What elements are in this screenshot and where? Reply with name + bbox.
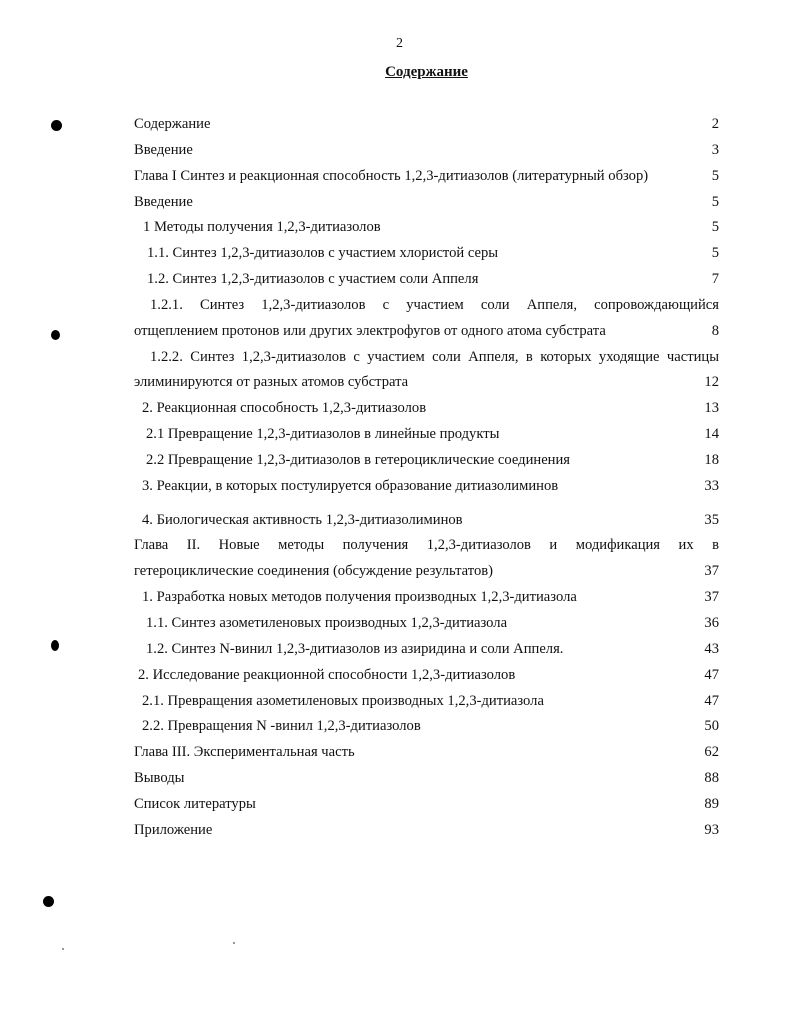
toc-entry-page: 37 xyxy=(704,589,719,605)
toc-entry-page: 37 xyxy=(704,563,719,579)
toc-entry-text: 2.1. Превращения азометиленовых производных 1,2,3-дитиазола xyxy=(142,693,544,709)
toc-entry-text: Глава III. Экспериментальная часть xyxy=(134,744,355,760)
toc-entry xyxy=(134,217,719,237)
toc-entry-page: 12 xyxy=(704,374,719,390)
toc-entry-page: 47 xyxy=(704,693,719,709)
toc-entry xyxy=(134,372,719,392)
punch-hole-dot xyxy=(51,330,60,340)
toc-entry-page: 43 xyxy=(704,641,719,657)
toc-entry-text: 1. Разработка новых методов получения производных 1,2,3-дитиазола xyxy=(142,589,577,605)
toc-entry-text: 1 Методы получения 1,2,3-дитиазолов xyxy=(143,219,381,235)
toc-entry xyxy=(134,269,719,289)
toc-entry-text: 1.2. Синтез N-винил 1,2,3-дитиазолов из азиридина и соли Аппеля. xyxy=(146,641,564,657)
toc-entry-text: отщеплением протонов или других электрофугов от одного атома субстрата xyxy=(134,323,606,339)
toc-entry xyxy=(134,613,719,633)
toc-entry-text: Содержание xyxy=(134,116,211,132)
toc-entry-text: 1.2.2. Синтез 1,2,3-дитиазолов с участием соли Аппеля, в которых уходящие частицы xyxy=(150,349,719,365)
punch-hole-dot xyxy=(51,640,59,651)
toc-entry xyxy=(134,398,719,418)
toc-entry-text: элиминируются от разных атомов субстрата xyxy=(134,374,409,390)
toc-entry-page: 8 xyxy=(711,323,719,339)
toc-entry-text: 1.2.1. Синтез 1,2,3-дитиазолов с участием соли Аппеля, сопровождающийся xyxy=(150,297,719,313)
toc-entry-text: Выводы xyxy=(134,770,185,786)
toc-entry xyxy=(134,716,719,736)
toc-entry-page: 13 xyxy=(704,400,719,416)
toc-entry xyxy=(134,691,719,711)
toc-entry xyxy=(134,665,719,685)
toc-entry xyxy=(134,321,719,341)
toc-entry xyxy=(134,587,719,607)
toc-entry-page: 88 xyxy=(704,770,719,786)
toc-entry-text: 2.2. Превращения N -винил 1,2,3-дитиазолов xyxy=(142,718,421,734)
toc-entry-text: Глава II. Новые методы получения 1,2,3-дитиазолов и модификация их в xyxy=(134,537,719,553)
toc-entry-text: 2.2 Превращение 1,2,3-дитиазолов в гетероциклические соединения xyxy=(146,452,571,468)
toc-entry-page: 62 xyxy=(704,744,719,760)
toc-entry-text: Введение xyxy=(134,142,193,158)
toc-entry xyxy=(134,768,719,788)
scan-speck xyxy=(62,948,64,950)
toc-entry-page: 5 xyxy=(711,168,719,184)
toc-entry-page: 14 xyxy=(704,426,719,442)
toc-entry-text: 4. Биологическая активность 1,2,3-дитиазолиминов xyxy=(142,512,463,528)
toc-entry-text: 1.1. Синтез азометиленовых производных 1,2,3-дитиазола xyxy=(146,615,508,631)
toc-entry xyxy=(134,114,719,134)
toc-entry-text: 2. Исследование реакционной способности 1,2,3-дитиазолов xyxy=(138,667,516,683)
page-title: Содержание xyxy=(385,64,468,80)
punch-hole-dot xyxy=(51,120,62,131)
toc-entry-text: Список литературы xyxy=(134,796,256,812)
toc-entry-page: 2 xyxy=(711,116,719,132)
toc-entry-page: 50 xyxy=(704,718,719,734)
toc-entry-page: 47 xyxy=(704,667,719,683)
toc-entry xyxy=(134,639,719,659)
toc-entry-page: 18 xyxy=(704,452,719,468)
toc-entry xyxy=(134,243,719,263)
scan-speck xyxy=(233,942,235,944)
toc-entry-text: 2.1 Превращение 1,2,3-дитиазолов в линейные продукты xyxy=(146,426,500,442)
punch-hole-dot xyxy=(43,896,54,907)
toc-entry xyxy=(134,450,719,470)
toc-entry-page: 33 xyxy=(704,478,719,494)
toc-entry-text: Введение xyxy=(134,194,193,210)
toc-entry-text: Глава I Синтез и реакционная способность 1,2,3-дитиазолов (литературный обзор) xyxy=(134,168,649,184)
toc-entry xyxy=(134,166,719,186)
page-number: 2 xyxy=(396,36,403,51)
toc-entry-page: 36 xyxy=(704,615,719,631)
toc-entry-page: 89 xyxy=(704,796,719,812)
toc-entry-page: 5 xyxy=(711,194,719,210)
toc-entry-text: 1.1. Синтез 1,2,3-дитиазолов с участием хлористой серы xyxy=(147,245,499,261)
toc-entry xyxy=(134,535,719,555)
toc-entry xyxy=(134,561,719,581)
toc-entry-text: Приложение xyxy=(134,822,213,838)
toc-entry-page: 5 xyxy=(711,219,719,235)
toc-entry xyxy=(134,510,719,530)
toc-entry xyxy=(150,295,719,315)
toc-entry-page: 7 xyxy=(711,271,719,287)
toc-entry xyxy=(134,820,719,840)
toc-entry-page: 93 xyxy=(704,822,719,838)
toc-entry-page: 5 xyxy=(711,245,719,261)
toc-entry-text: 1.2. Синтез 1,2,3-дитиазолов с участием соли Аппеля xyxy=(147,271,479,287)
toc-entry-page: 3 xyxy=(711,142,719,158)
toc-entry-text: гетероциклические соединения (обсуждение результатов) xyxy=(134,563,493,579)
toc-entry xyxy=(134,140,719,160)
toc-entry-text: 3. Реакции, в которых постулируется образование дитиазолиминов xyxy=(142,478,559,494)
toc-entry xyxy=(150,347,719,367)
toc-entry xyxy=(134,424,719,444)
toc-entry-page: 35 xyxy=(704,512,719,528)
toc-entry xyxy=(134,476,719,496)
toc-entry xyxy=(134,794,719,814)
toc-entry xyxy=(134,742,719,762)
toc-entry-text: 2. Реакционная способность 1,2,3-дитиазолов xyxy=(142,400,427,416)
toc-entry xyxy=(134,192,719,212)
